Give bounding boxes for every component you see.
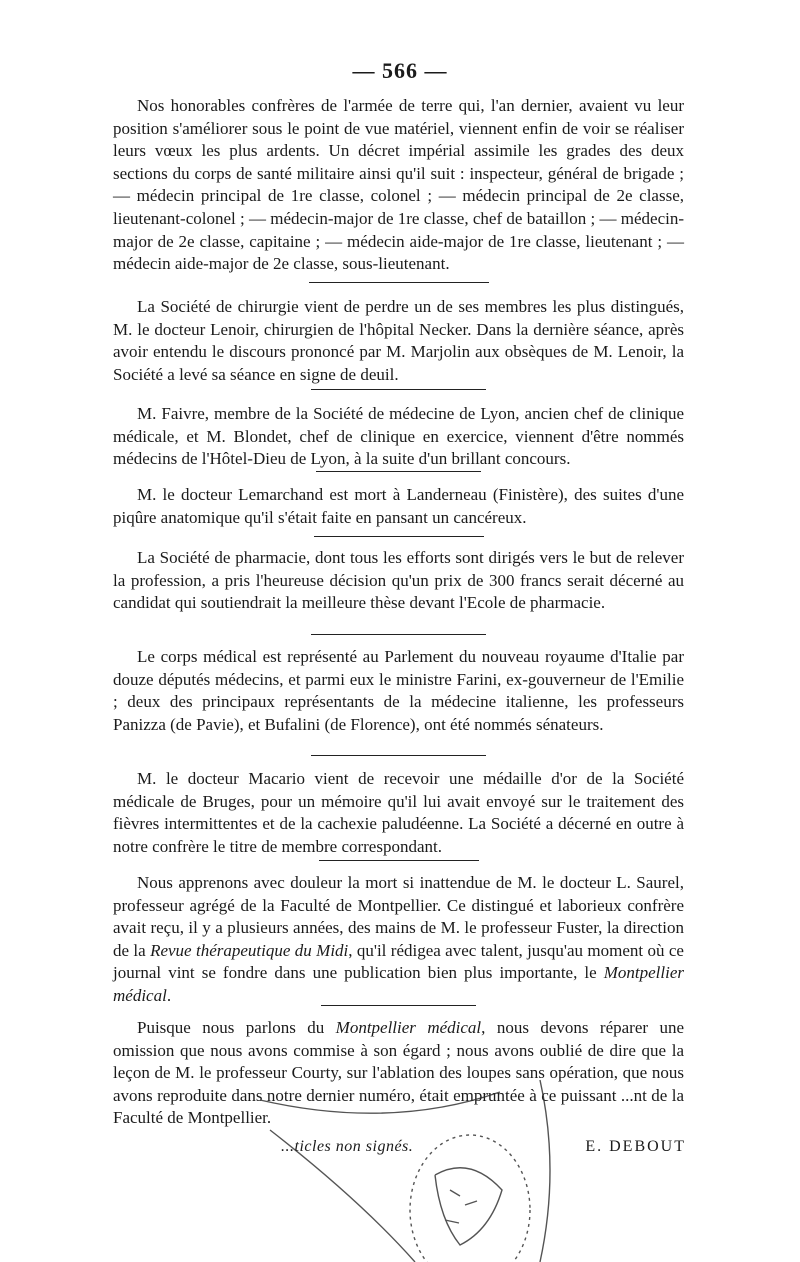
- journal-title-montpellier: Montpellier médical: [113, 963, 684, 1005]
- separator-rule: [311, 755, 486, 756]
- signature-author: E. DEBOUT: [585, 1138, 686, 1155]
- separator-rule: [314, 536, 484, 537]
- paragraph: Le corps médical est représenté au Parlement du nouveau royaume d'Italie par douze députés médecins, et parmi eux le ministre Farini, ex-gouverneur de l'Emilie ; deux des principaux représentants de la médecine italienne, les professeurs Panizza (de Pavie), et Bufalini (de Florence), ont été nommés sénateurs.: [113, 647, 684, 734]
- paragraph: M. le docteur Lemarchand est mort à Landerneau (Finistère), des suites d'une piqûre anatomique qu'il s'était faite en pansant un cancéreux.: [113, 485, 684, 527]
- paragraph-3-block: [113, 403, 684, 471]
- separator-8: [113, 1005, 684, 1006]
- paragraph: M. Faivre, membre de la Société de médecine de Lyon, ancien chef de clinique médicale, et M. Blondet, chef de clinique en exercice, viennent d'être nommés médecins de l'Hôtel-Dieu de Lyon, à la suite d'un brillant concours.: [113, 404, 684, 469]
- separator-rule: [311, 634, 486, 635]
- paragraph-4-block: [113, 484, 684, 529]
- separator-5: [113, 634, 684, 635]
- paragraph: M. le docteur Macario vient de recevoir une médaille d'or de la Société médicale de Bruges, pour un mémoire qu'il lui avait envoyé sur le traitement des fièvres intermittentes et de la cachexie paludéenne. La Société a décerné en outre à notre confrère le titre de membre correspondant.: [113, 769, 684, 856]
- separator-6: [113, 755, 684, 756]
- paragraph-2-block: [113, 296, 684, 386]
- paragraph-text: , qu'il rédigea avec talent, jusqu'au moment où ce journal vint se fondre dans une publication bien plus importante, le: [113, 940, 684, 983]
- paragraph-text: Puisque nous parlons du: [137, 1018, 336, 1037]
- separator-rule: [311, 389, 486, 390]
- separator-3: [113, 471, 684, 472]
- separator-1: [113, 282, 684, 283]
- journal-title-montpellier: Montpellier médical: [335, 1018, 482, 1037]
- page-number: — 566 —: [352, 58, 448, 83]
- paragraph: La Société de pharmacie, dont tous les efforts sont dirigés vers le but de relever la profession, a pris l'heureuse décision qu'un prix de 300 francs serait décerné au candidat qui soutiendrait la meilleure thèse devant l'Ecole de pharmacie.: [113, 548, 684, 613]
- paragraph: [113, 1017, 684, 1130]
- signature-note: ...ticles non signés.: [281, 1138, 414, 1155]
- separator-2: [113, 389, 684, 390]
- paragraph: La Société de chirurgie vient de perdre un de ses membres les plus distingués, M. le docteur Lenoir, chirurgien de l'hôpital Necker. Dans la dernière séance, après avoir entendu le discours prononcé par M. Marjolin aux obsèques de M. Lenoir, la Société a levé sa séance en signe de deuil.: [113, 297, 684, 384]
- separator-rule: [316, 471, 481, 472]
- paragraph: [113, 872, 684, 1008]
- paragraph-9-block: [113, 1017, 684, 1130]
- paragraph-text: Nous apprenons avec douleur la mort si inattendue de M. le docteur L. Saurel, professeur agrégé de la Faculté de Montpellier. Ce distingué et laborieux confrère avait reçu, il y a plusieurs années, des mains de M. le professeur Fuster, la direction de la: [113, 873, 684, 960]
- separator-rule: [319, 860, 479, 861]
- paragraph: Nos honorables confrères de l'armée de terre qui, l'an dernier, avaient vu leur position s'améliorer sous le point de vue matériel, viennent enfin de voir se réaliser leurs vœux les plus ardents. Un décret impérial assimile les grades des deux sections du corps de santé militaire ainsi qu'il suit : inspecteur, général de brigade ; — médecin principal de 1re classe, colonel ; — médecin principal de 2e classe, lieutenant-colonel ; — médecin-major de 1re classe, chef de bataillon ; — médecin-major de 2e classe, capitaine ; — médecin aide-major de 1re classe, lieutenant ; — médecin aide-major de 2e classe, sous-lieutenant.: [113, 96, 684, 274]
- paragraph-6-block: [113, 646, 684, 736]
- separator-rule: [309, 282, 489, 283]
- paragraph-8-block: [113, 872, 684, 1008]
- paragraph-7-block: [113, 768, 684, 858]
- paragraph-text: , nous devons réparer une omission que nous avons commise à son égard ; nous avons oublié de dire que la leçon de M. le professeur Courty, sur l'ablation des loupes sans opération, que nous avons reproduite dans notre dernier numéro, était empruntée à ce puissant ...nt de la Faculté de Montpellier.: [113, 1018, 685, 1128]
- journal-title-revue: Revue thérapeutique du Midi: [150, 940, 349, 960]
- paragraph-text: .: [166, 985, 172, 1005]
- paragraph-5-block: [113, 547, 684, 615]
- separator-4: [113, 536, 684, 537]
- separator-7: [113, 860, 684, 861]
- paragraph-1-block: [113, 95, 684, 276]
- separator-rule: [321, 1005, 476, 1006]
